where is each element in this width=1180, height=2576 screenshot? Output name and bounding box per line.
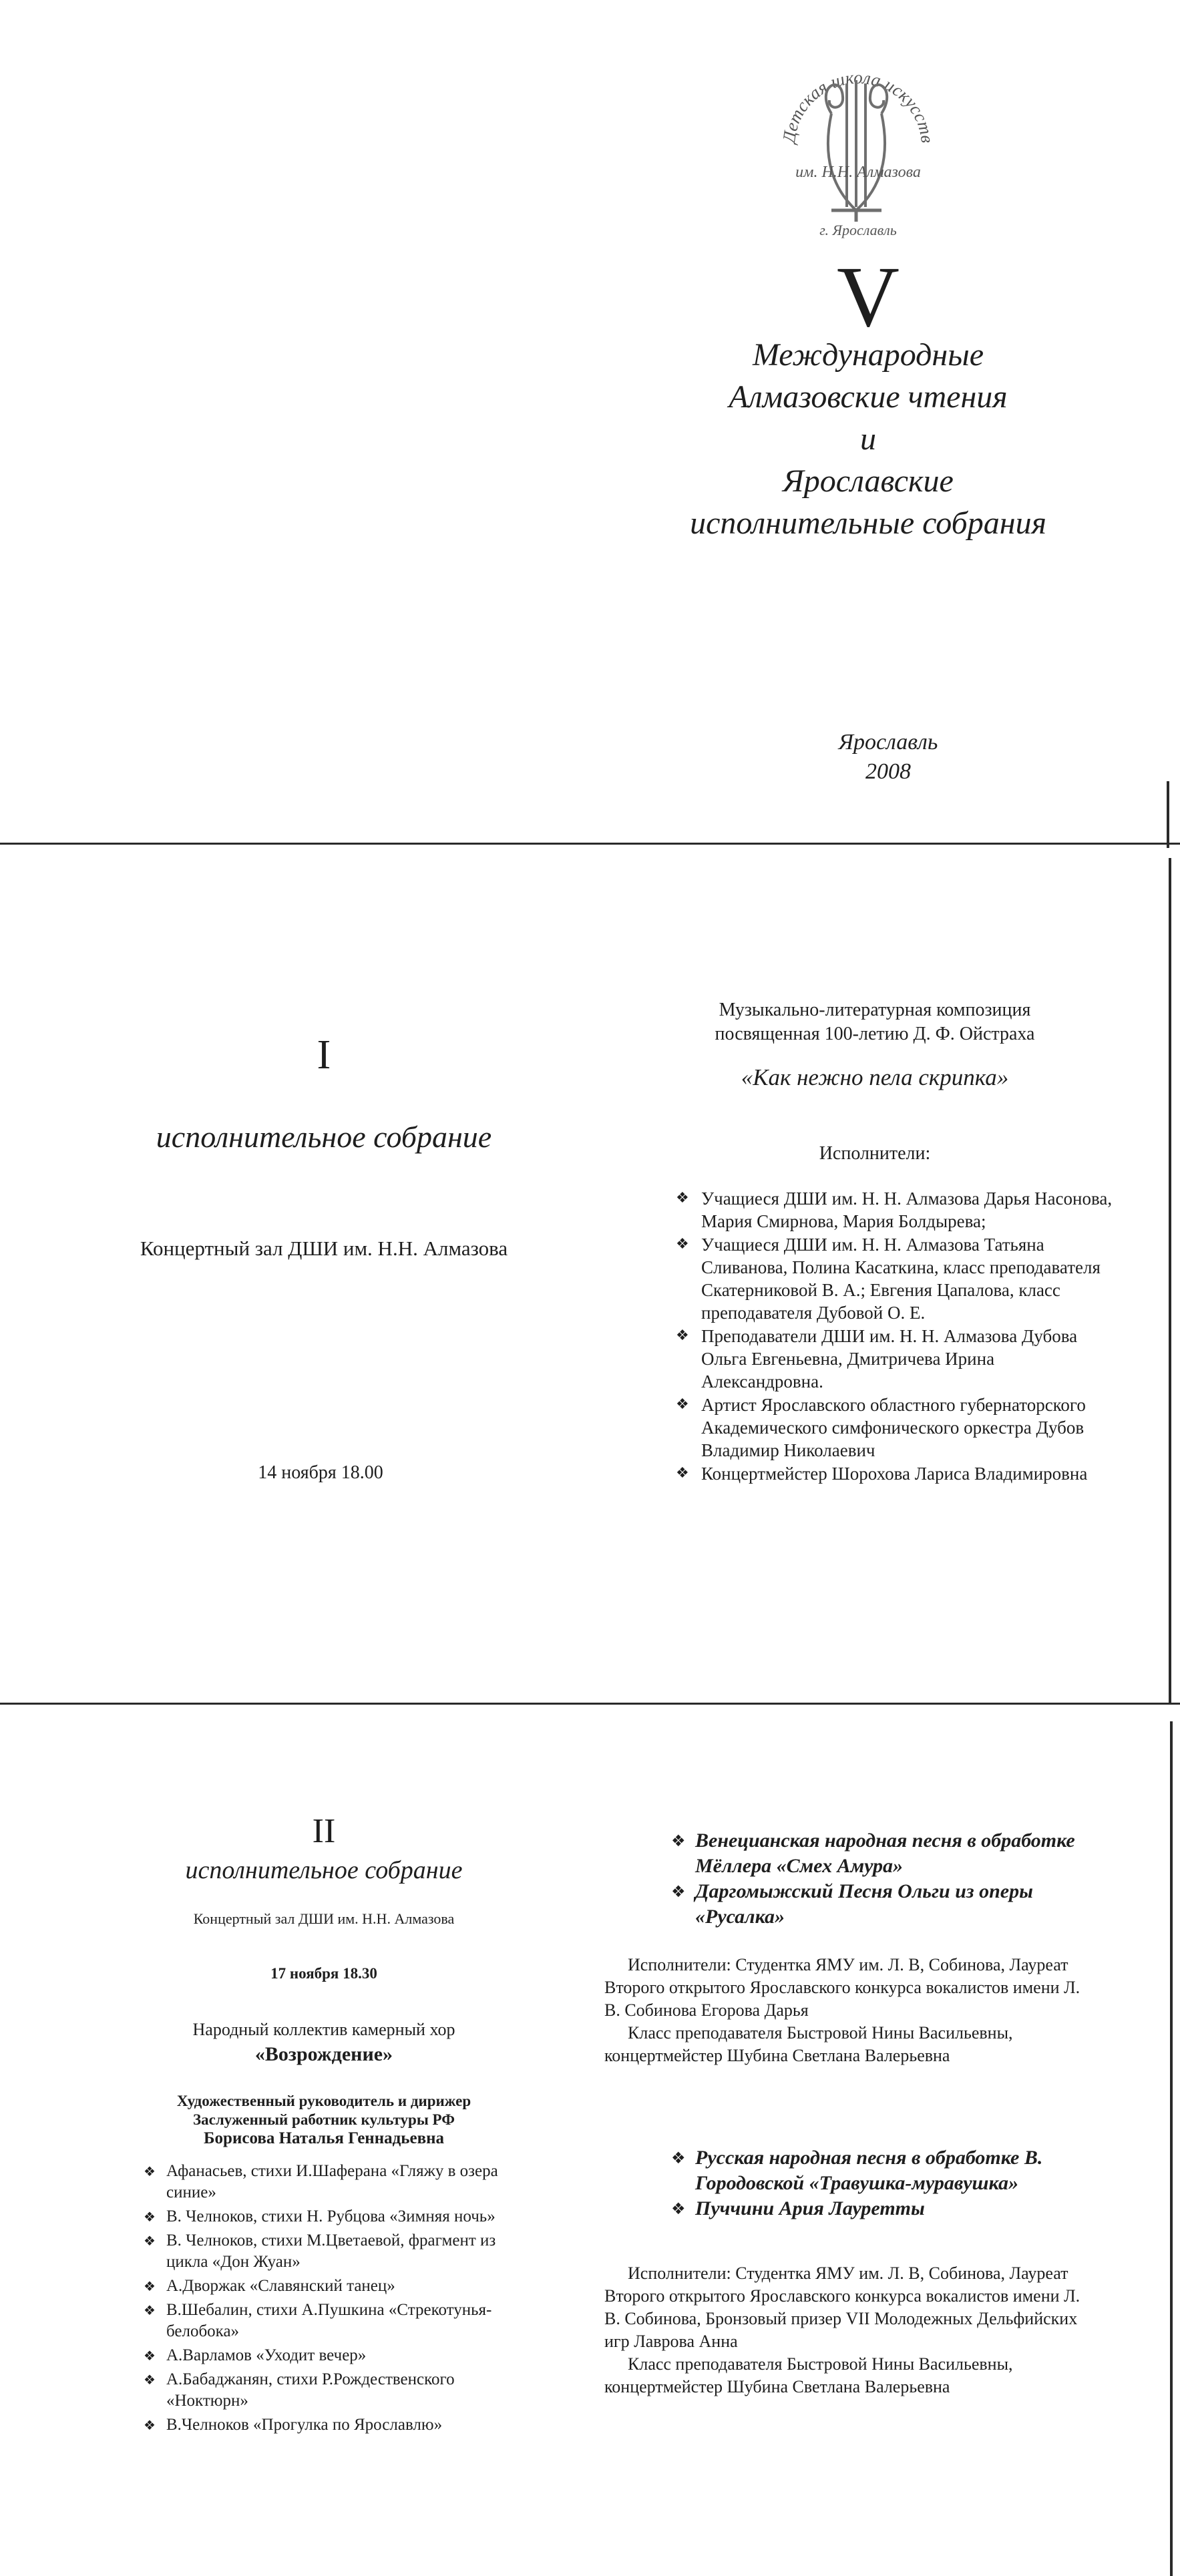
scan-edge — [1170, 1721, 1173, 2576]
list-item — [671, 1879, 1099, 1930]
list-item — [144, 2345, 518, 2366]
second-assembly-title: исполнительное собрание — [185, 1856, 463, 1884]
list-item — [671, 2145, 1099, 2196]
choir-program-list — [144, 2161, 518, 2438]
performer-text: Артист Ярославского областного губернаторского Академического симфонического оркестра Дубов Владимир Николаевич — [701, 1395, 1086, 1460]
first-assembly-title: исполнительное собрание — [156, 1120, 492, 1154]
list-item — [144, 2276, 518, 2297]
second-roman-numeral: II — [312, 1812, 336, 1850]
list-item — [144, 2300, 518, 2342]
cover-page — [0, 0, 1180, 848]
scan-edge — [1167, 781, 1169, 848]
diamond-bullet-icon: ❖ — [671, 1832, 686, 1850]
list-item — [144, 2414, 518, 2436]
school-logo — [768, 47, 948, 240]
lyre-logo-icon — [768, 47, 948, 240]
program-item: В.Челноков «Прогулка по Ярославлю» — [166, 2416, 443, 2434]
diamond-bullet-icon: ❖ — [676, 1236, 689, 1253]
cover-roman-numeral: V — [837, 249, 900, 345]
diamond-bullet-icon: ❖ — [671, 1882, 686, 1901]
cover-title-line: исполнительные собрания — [690, 505, 1046, 541]
first-venue: Концертный зал ДШИ им. Н.Н. Алмазова — [140, 1237, 508, 1260]
cover-title — [661, 334, 1075, 544]
program-item: В. Челноков, стихи Н. Рубцова «Зимняя ночь» — [166, 2207, 496, 2225]
scan-edge — [1169, 858, 1171, 1703]
choir-leader — [120, 2092, 528, 2148]
diamond-bullet-icon: ❖ — [671, 2149, 686, 2167]
svg-text:Детская школа искусств — [779, 67, 938, 146]
diamond-bullet-icon: ❖ — [144, 2163, 156, 2179]
performer-text: Учащиеся ДШИ им. Н. Н. Алмазова Татьяна Сливанова, Полина Касаткина, класс преподавателя Скатерниковой В. А.; Евгения Цапалова, класс преподавателя Дубовой О. Е. — [701, 1235, 1101, 1323]
cover-title-line: Ярославские — [783, 463, 954, 499]
diamond-bullet-icon: ❖ — [144, 2302, 156, 2318]
diamond-bullet-icon: ❖ — [144, 2233, 156, 2249]
list-item — [144, 2230, 518, 2273]
vocal-works-list-1 — [671, 1828, 1099, 1930]
list-item — [676, 1325, 1117, 1393]
class-text: Класс преподавателя Быстровой Нины Васильевны, концертмейстер Шубина Светлана Валерьевна — [604, 2023, 1013, 2065]
program-item: В. Челноков, стихи М.Цветаевой, фрагмент из цикла «Дон Жуан» — [166, 2231, 496, 2271]
program-item: А.Бабаджанян, стихи Р.Рождественского «Ноктюрн» — [166, 2370, 455, 2410]
leader-title: Заслуженный работник культуры РФ — [193, 2111, 455, 2128]
second-datetime: 17 ноября 18.30 — [270, 1965, 377, 1982]
scan-edge — [0, 1703, 1180, 1705]
list-item — [144, 2369, 518, 2412]
second-venue: Концертный зал ДШИ им. Н.Н. Алмазова — [193, 1910, 455, 1927]
first-roman-numeral: I — [317, 1032, 331, 1078]
cover-year: 2008 — [865, 759, 911, 784]
diamond-bullet-icon: ❖ — [676, 1327, 689, 1344]
list-item — [671, 1828, 1099, 1879]
diamond-bullet-icon: ❖ — [676, 1465, 689, 1482]
list-item — [676, 1233, 1117, 1324]
list-item — [671, 2196, 1099, 2221]
cover-city: Ярославль — [838, 730, 938, 755]
cover-title-line: Международные — [752, 337, 984, 373]
diamond-bullet-icon: ❖ — [676, 1190, 689, 1207]
diamond-bullet-icon: ❖ — [144, 2372, 156, 2388]
diamond-bullet-icon: ❖ — [671, 2199, 686, 2218]
diamond-bullet-icon: ❖ — [144, 2348, 156, 2364]
vocal-performers-1 — [604, 1954, 1085, 2067]
vocal-performers-2 — [604, 2262, 1085, 2398]
performers-list — [676, 1187, 1117, 1486]
work-title: Пуччини Ария Лауретты — [695, 2197, 925, 2219]
choir-name: «Возрождение» — [254, 2043, 393, 2065]
list-item — [676, 1187, 1117, 1233]
list-item — [144, 2161, 518, 2203]
choir-collective: Народный коллектив камерный хор — [192, 2020, 455, 2039]
intro-line: посвященная 100-летию Д. Ф. Ойстраха — [715, 1024, 1035, 1044]
performer-text: Преподаватели ДШИ им. Н. Н. Алмазова Дубова Ольга Евгеньевна, Дмитричева Ирина Александровна. — [701, 1326, 1078, 1391]
work-title: Венецианская народная песня в обработке Мёллера «Смех Амура» — [695, 1830, 1075, 1877]
vocal-works-list-2 — [671, 2145, 1099, 2221]
leader-name: Борисова Наталья Геннадьевна — [204, 2129, 444, 2147]
diamond-bullet-icon: ❖ — [144, 2209, 156, 2225]
first-assembly-page — [0, 848, 1180, 1708]
performers-text: Исполнители: Студентка ЯМУ им. Л. В, Собинова, Лауреат Второго открытого Ярославского конкурса вокалистов имени Л. В. Собинова, Бронзовый призер VII Молодежных Дельфийских игр Лаврова Анна — [604, 2264, 1080, 2351]
diamond-bullet-icon: ❖ — [144, 2417, 156, 2433]
cover-place-date — [788, 728, 988, 787]
cover-title-line: Алмазовские чтения — [729, 379, 1008, 415]
intro-line: Музыкально-литературная композиция — [719, 1000, 1031, 1020]
performer-text: Концертмейстер Шорохова Лариса Владимировна — [701, 1464, 1088, 1484]
cover-title-line: и — [860, 421, 876, 457]
second-assembly-page — [0, 1708, 1180, 2576]
diamond-bullet-icon: ❖ — [676, 1396, 689, 1413]
composition-title: «Как нежно пела скрипка» — [741, 1064, 1009, 1090]
performers-heading: Исполнители: — [819, 1143, 931, 1164]
list-item — [676, 1393, 1117, 1462]
program-item: В.Шебалин, стихи А.Пушкина «Стрекотунья-белобока» — [166, 2301, 492, 2340]
program-item: А.Дворжак «Славянский танец» — [166, 2277, 395, 2295]
composition-intro — [668, 998, 1082, 1046]
work-title: Русская народная песня в обработке В. Городовской «Травушка-муравушка» — [695, 2147, 1043, 2194]
logo-name-text: им. Н.Н. Алмазова — [795, 164, 921, 181]
logo-city-text: г. Ярославль — [819, 222, 897, 238]
scan-edge — [0, 843, 1180, 845]
logo-arc-text: Детская школа искусств — [779, 67, 938, 144]
list-item — [144, 2206, 518, 2227]
first-datetime: 14 ноября 18.00 — [258, 1462, 383, 1483]
leader-role: Художественный руководитель и дирижер — [176, 2093, 471, 2109]
performer-text: Учащиеся ДШИ им. Н. Н. Алмазова Дарья Насонова, Мария Смирнова, Мария Болдырева; — [701, 1189, 1113, 1231]
performers-text: Исполнители: Студентка ЯМУ им. Л. В, Собинова, Лауреат Второго открытого Ярославского конкурса вокалистов имени Л. В. Собинова Егорова Дарья — [604, 1955, 1080, 2020]
work-title: Даргомыжский Песня Ольги из оперы «Русалка» — [695, 1880, 1033, 1928]
list-item — [676, 1462, 1117, 1485]
program-item: Афанасьев, стихи И.Шаферана «Гляжу в озера синие» — [166, 2162, 498, 2201]
class-text: Класс преподавателя Быстровой Нины Васильевны, концертмейстер Шубина Светлана Валерьевна — [604, 2354, 1013, 2396]
program-item: А.Варламов «Уходит вечер» — [166, 2346, 367, 2364]
diamond-bullet-icon: ❖ — [144, 2278, 156, 2294]
